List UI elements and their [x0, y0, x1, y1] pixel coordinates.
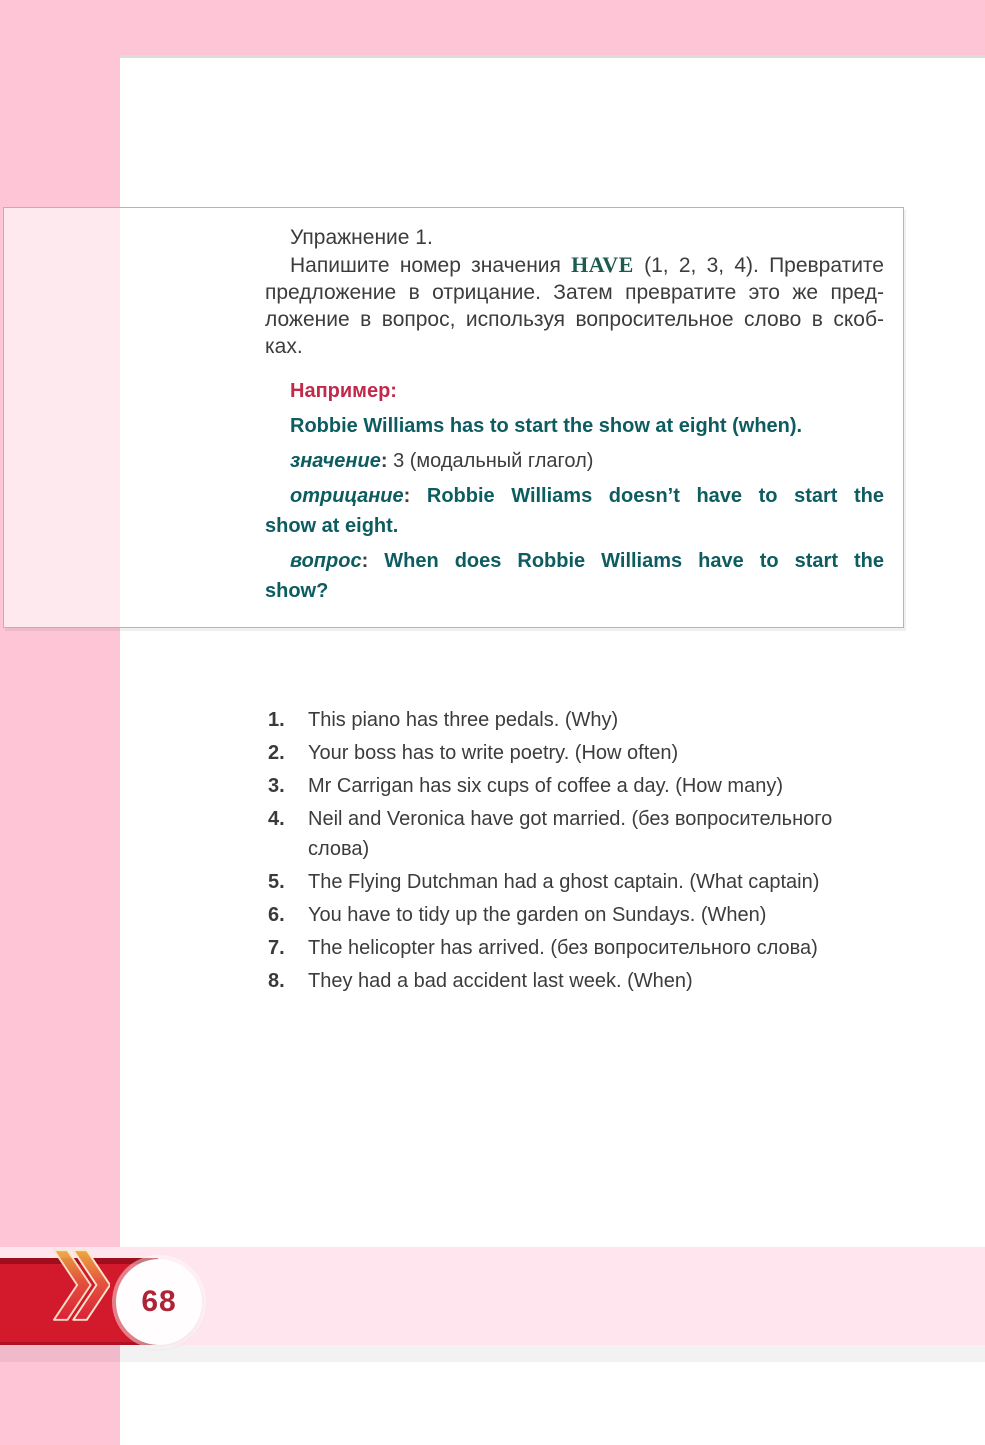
- task-number: 5.: [268, 871, 285, 893]
- task-number: 3.: [268, 775, 285, 797]
- task-list: [268, 705, 888, 999]
- task-number: 6.: [268, 904, 285, 926]
- example-block: [265, 376, 884, 606]
- task-item: [268, 804, 888, 864]
- task-number: 4.: [268, 808, 285, 830]
- task-text: The Flying Dutchman had a ghost captain. (What captain): [308, 871, 820, 893]
- have-keyword: HAVE: [571, 252, 634, 277]
- negation-line-1: [265, 481, 884, 511]
- task-text: Mr Carrigan has six cups of coffee a day. (How many): [308, 775, 783, 797]
- meaning-label: значение: [290, 450, 381, 472]
- instruction-line-4: ках.: [265, 335, 303, 358]
- exercise-box: [3, 207, 904, 628]
- page-top-margin: [0, 0, 985, 55]
- ribbon-bottom-edge: [0, 1342, 158, 1345]
- task-text: The helicopter has arrived. (без вопросительного слова): [308, 937, 818, 959]
- task-item: [268, 867, 888, 897]
- top-edge-shadow: [119, 55, 985, 58]
- instruction-text-before-have: Напишите номер значения: [290, 254, 572, 277]
- negation-colon: :: [403, 485, 411, 507]
- task-number: 1.: [268, 709, 285, 731]
- instruction-line-1: [265, 251, 884, 279]
- task-item: [268, 900, 888, 930]
- task-item: [268, 771, 888, 801]
- negation-text-1: Robbie Williams doesn’t have to start the: [426, 485, 884, 507]
- task-text: You have to tidy up the garden on Sundays. (When): [308, 904, 767, 926]
- task-text: They had a bad accident last week. (When): [308, 970, 693, 992]
- meaning-line: [265, 446, 884, 476]
- double-chevron-icon: [52, 1248, 110, 1322]
- page-number-badge: [116, 1259, 202, 1345]
- question-colon: :: [361, 550, 369, 572]
- task-number: 8.: [268, 970, 285, 992]
- instruction-paragraph: [265, 251, 884, 360]
- question-text-1: When does Robbie Williams have to start the: [384, 550, 884, 572]
- negation-line-2: show at eight.: [265, 515, 399, 537]
- question-label: вопрос: [290, 550, 362, 572]
- task-text: Your boss has to write poetry. (How often): [308, 742, 679, 764]
- meaning-colon: :: [380, 450, 388, 472]
- example-heading: Например:: [290, 380, 397, 402]
- question-line-1: [265, 546, 884, 576]
- task-item: [268, 933, 888, 963]
- footer-band-shadow: [0, 1345, 985, 1362]
- task-text: This piano has three pedals. (Why): [308, 709, 619, 731]
- task-item: [268, 705, 888, 735]
- meaning-text: 3 (модальный глагол): [393, 450, 594, 472]
- task-item: [268, 966, 888, 996]
- negation-label: отрицание: [290, 485, 404, 507]
- question-line-2: show?: [265, 580, 329, 602]
- instruction-line-2: предложение в отрицание. Затем превратите это же пред-: [265, 281, 884, 304]
- task-number: 2.: [268, 742, 285, 764]
- page-number: 68: [141, 1285, 177, 1318]
- task-text: Neil and Veronica have got married. (без вопросительного слова): [308, 808, 833, 860]
- instruction-line-3: ложение в вопрос, используя вопросительное слово в скоб-: [265, 308, 884, 331]
- example-sentence: Robbie Williams has to start the show at eight (when).: [290, 415, 803, 437]
- task-number: 7.: [268, 937, 285, 959]
- exercise-title: Упражнение 1.: [290, 226, 433, 249]
- task-item: [268, 738, 888, 768]
- instruction-text-after-have: (1, 2, 3, 4). Превратите: [633, 254, 884, 277]
